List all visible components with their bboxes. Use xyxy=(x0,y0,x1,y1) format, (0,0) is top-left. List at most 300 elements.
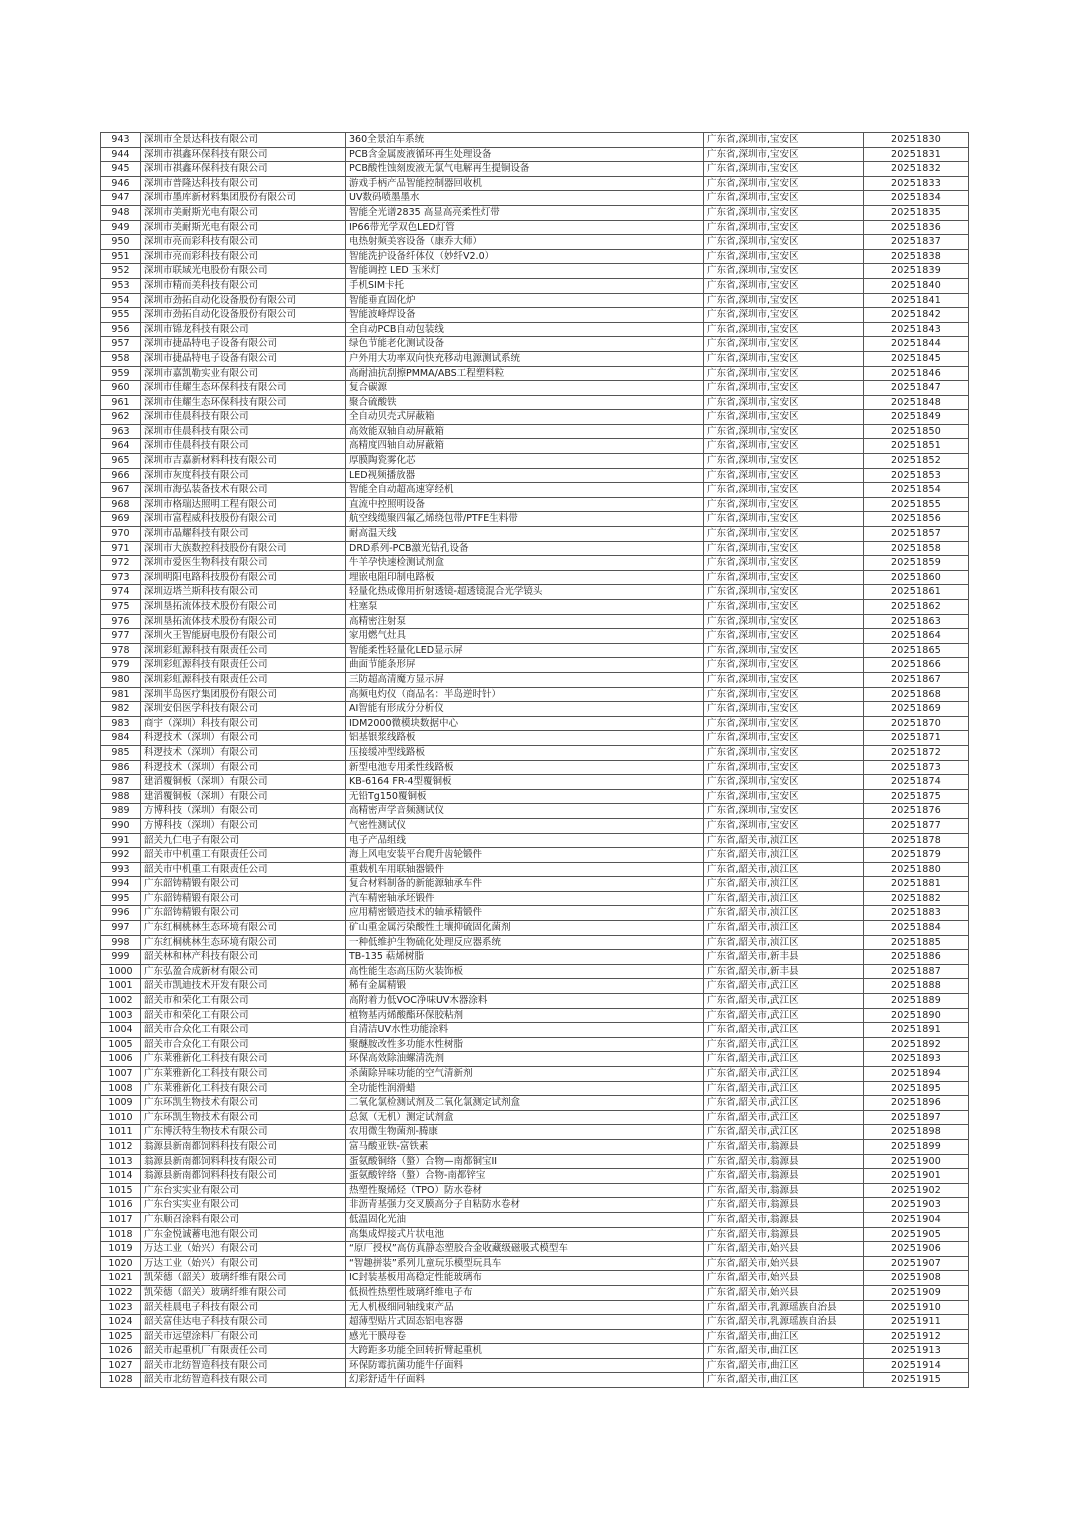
table-row xyxy=(101,818,969,833)
row-number: 1010 xyxy=(101,1110,141,1125)
certificate-code: 20251897 xyxy=(864,1110,969,1125)
table-row xyxy=(101,410,969,425)
table-row xyxy=(101,1008,969,1023)
company-name: 深圳市亮而彩科技有限公司 xyxy=(141,249,346,264)
product-name: 高精度四轴自动屏蔽箱 xyxy=(346,439,704,454)
region: 广东省,深圳市,宝安区 xyxy=(704,147,864,162)
company-name: 商宇（深圳）科技有限公司 xyxy=(141,716,346,731)
company-name: 深圳市墨库新材料集团股份有限公司 xyxy=(141,191,346,206)
row-number: 989 xyxy=(101,804,141,819)
table-row xyxy=(101,1256,969,1271)
product-name: 气密性测试仪 xyxy=(346,818,704,833)
table-row xyxy=(101,585,969,600)
company-name: 方博科技（深圳）有限公司 xyxy=(141,804,346,819)
region: 广东省,韶关市,乳源瑶族自治县 xyxy=(704,1315,864,1330)
region: 广东省,韶关市,武江区 xyxy=(704,1067,864,1082)
certificate-code: 20251843 xyxy=(864,322,969,337)
region: 广东省,深圳市,宝安区 xyxy=(704,643,864,658)
company-name: 万达工业（始兴）有限公司 xyxy=(141,1256,346,1271)
table-row xyxy=(101,439,969,454)
region: 广东省,深圳市,宝安区 xyxy=(704,745,864,760)
certificate-code: 20251873 xyxy=(864,760,969,775)
company-name: 深圳市灰度科技有限公司 xyxy=(141,468,346,483)
company-name: 韶关桂晨电子科技有限公司 xyxy=(141,1300,346,1315)
table-row xyxy=(101,672,969,687)
row-number: 946 xyxy=(101,176,141,191)
row-number: 1007 xyxy=(101,1067,141,1082)
certificate-code: 20251840 xyxy=(864,278,969,293)
company-name: 深圳市格瑞达照明工程有限公司 xyxy=(141,497,346,512)
row-number: 969 xyxy=(101,512,141,527)
certificate-code: 20251872 xyxy=(864,745,969,760)
table-row xyxy=(101,162,969,177)
product-name: 重载机车用联轴器锻件 xyxy=(346,862,704,877)
row-number: 1027 xyxy=(101,1358,141,1373)
table-row xyxy=(101,1373,969,1388)
table-body xyxy=(101,133,969,1388)
company-name: 深圳市佳晨科技有限公司 xyxy=(141,410,346,425)
row-number: 949 xyxy=(101,220,141,235)
region: 广东省,深圳市,宝安区 xyxy=(704,176,864,191)
row-number: 985 xyxy=(101,745,141,760)
certificate-code: 20251905 xyxy=(864,1227,969,1242)
region: 广东省,韶关市,浈江区 xyxy=(704,833,864,848)
row-number: 1024 xyxy=(101,1315,141,1330)
table-row xyxy=(101,1023,969,1038)
certificate-code: 20251859 xyxy=(864,556,969,571)
table-row xyxy=(101,702,969,717)
table-row xyxy=(101,891,969,906)
region: 广东省,深圳市,宝安区 xyxy=(704,337,864,352)
company-name: 深圳市祺鑫环保科技有限公司 xyxy=(141,162,346,177)
row-number: 954 xyxy=(101,293,141,308)
product-name: 户外用大功率双向快充移动电源测试系统 xyxy=(346,351,704,366)
certificate-code: 20251894 xyxy=(864,1067,969,1082)
certificate-code: 20251866 xyxy=(864,658,969,673)
table-row xyxy=(101,497,969,512)
certificate-code: 20251875 xyxy=(864,789,969,804)
table-row xyxy=(101,278,969,293)
certificate-code: 20251892 xyxy=(864,1037,969,1052)
product-name: 压接缓冲型线路板 xyxy=(346,745,704,760)
region: 广东省,深圳市,宝安区 xyxy=(704,702,864,717)
certificate-code: 20251832 xyxy=(864,162,969,177)
product-name: 高附着力低VOC净味UV木器涂料 xyxy=(346,994,704,1009)
company-name: 深圳市佳耀生态环保科技有限公司 xyxy=(141,395,346,410)
table-row xyxy=(101,716,969,731)
company-name: 深圳市捷晶特电子设备有限公司 xyxy=(141,337,346,352)
certificate-code: 20251830 xyxy=(864,133,969,148)
region: 广东省,深圳市,宝安区 xyxy=(704,220,864,235)
company-name: 韶关市中机重工有限责任公司 xyxy=(141,862,346,877)
row-number: 995 xyxy=(101,891,141,906)
row-number: 984 xyxy=(101,731,141,746)
company-name: 方博科技（深圳）有限公司 xyxy=(141,818,346,833)
row-number: 950 xyxy=(101,235,141,250)
product-name: 海上风电安装平台爬升齿轮锻件 xyxy=(346,848,704,863)
product-name: 植物基丙烯酸酯环保胶粘剂 xyxy=(346,1008,704,1023)
company-name: 建滔覆铜板（深圳）有限公司 xyxy=(141,789,346,804)
company-name: 深圳彩虹源科技有限责任公司 xyxy=(141,658,346,673)
product-name: 矿山重金属污染酸性土壤抑硫固化菌剂 xyxy=(346,921,704,936)
product-name: 高精密声学音频测试仪 xyxy=(346,804,704,819)
company-name: 深圳市海弘装备技术有限公司 xyxy=(141,483,346,498)
table-row xyxy=(101,1183,969,1198)
product-name: 一种低维护生物硫化处理反应器系统 xyxy=(346,935,704,950)
region: 广东省,深圳市,宝安区 xyxy=(704,614,864,629)
table-row xyxy=(101,658,969,673)
certificate-code: 20251884 xyxy=(864,921,969,936)
product-name: 聚醚胺改性多功能水性树脂 xyxy=(346,1037,704,1052)
certificate-code: 20251835 xyxy=(864,205,969,220)
row-number: 1014 xyxy=(101,1169,141,1184)
row-number: 991 xyxy=(101,833,141,848)
table-row xyxy=(101,614,969,629)
region: 广东省,韶关市,翁源县 xyxy=(704,1169,864,1184)
company-name: 深圳市佳耀生态环保科技有限公司 xyxy=(141,381,346,396)
row-number: 955 xyxy=(101,308,141,323)
certificate-code: 20251890 xyxy=(864,1008,969,1023)
region: 广东省,韶关市,浈江区 xyxy=(704,935,864,950)
table-row xyxy=(101,147,969,162)
certificate-code: 20251883 xyxy=(864,906,969,921)
row-number: 963 xyxy=(101,424,141,439)
region: 广东省,韶关市,武江区 xyxy=(704,1081,864,1096)
company-name: 广东韶铸精锻有限公司 xyxy=(141,891,346,906)
product-name: 智能柔性轻量化LED显示屏 xyxy=(346,643,704,658)
region: 广东省,韶关市,翁源县 xyxy=(704,1139,864,1154)
product-name: 牛羊孕快速检测试剂盒 xyxy=(346,556,704,571)
row-number: 961 xyxy=(101,395,141,410)
row-number: 1015 xyxy=(101,1183,141,1198)
table-row xyxy=(101,1096,969,1111)
table-row xyxy=(101,293,969,308)
table-row xyxy=(101,1081,969,1096)
product-name: DRD系列-PCB激光钻孔设备 xyxy=(346,541,704,556)
table-row xyxy=(101,1037,969,1052)
table-row xyxy=(101,483,969,498)
product-name: 全功能性润滑蜡 xyxy=(346,1081,704,1096)
company-name: 广东莱雅新化工科技有限公司 xyxy=(141,1067,346,1082)
product-name: 柱塞泵 xyxy=(346,600,704,615)
company-name: 凯荣德（韶关）玻璃纤维有限公司 xyxy=(141,1271,346,1286)
product-name: 电热射频美容设备（康乔大师） xyxy=(346,235,704,250)
region: 广东省,韶关市,曲江区 xyxy=(704,1358,864,1373)
region: 广东省,深圳市,宝安区 xyxy=(704,249,864,264)
row-number: 980 xyxy=(101,672,141,687)
company-name: 深圳市精而美科技有限公司 xyxy=(141,278,346,293)
region: 广东省,深圳市,宝安区 xyxy=(704,483,864,498)
table-row xyxy=(101,424,969,439)
product-name: 智能全自动超高速穿经机 xyxy=(346,483,704,498)
certificate-code: 20251912 xyxy=(864,1329,969,1344)
product-name: 超薄型贴片式固态铝电容器 xyxy=(346,1315,704,1330)
table-row xyxy=(101,381,969,396)
product-name: 高频电灼仪（商品名：半岛逆时针） xyxy=(346,687,704,702)
row-number: 994 xyxy=(101,877,141,892)
row-number: 1011 xyxy=(101,1125,141,1140)
product-name: 智能调控 LED 玉米灯 xyxy=(346,264,704,279)
region: 广东省,深圳市,宝安区 xyxy=(704,775,864,790)
row-number: 1006 xyxy=(101,1052,141,1067)
table-row xyxy=(101,964,969,979)
row-number: 977 xyxy=(101,629,141,644)
certificate-code: 20251831 xyxy=(864,147,969,162)
certificate-code: 20251886 xyxy=(864,950,969,965)
table-row xyxy=(101,1315,969,1330)
row-number: 970 xyxy=(101,527,141,542)
row-number: 958 xyxy=(101,351,141,366)
certificate-code: 20251902 xyxy=(864,1183,969,1198)
region: 广东省,韶关市,浈江区 xyxy=(704,862,864,877)
company-name: 深圳市劲拓自动化设备股份有限公司 xyxy=(141,308,346,323)
certificate-code: 20251904 xyxy=(864,1212,969,1227)
company-name: 广东环凯生物技术有限公司 xyxy=(141,1110,346,1125)
table-row xyxy=(101,235,969,250)
company-name: 万达工业（始兴）有限公司 xyxy=(141,1242,346,1257)
product-name: IDM2000微模块数据中心 xyxy=(346,716,704,731)
company-name: 翁源县新南都饲料科技有限公司 xyxy=(141,1154,346,1169)
region: 广东省,深圳市,宝安区 xyxy=(704,687,864,702)
table-row xyxy=(101,1358,969,1373)
region: 广东省,韶关市,始兴县 xyxy=(704,1271,864,1286)
company-name: 深圳市晶耀科技有限公司 xyxy=(141,527,346,542)
row-number: 1016 xyxy=(101,1198,141,1213)
region: 广东省,韶关市,浈江区 xyxy=(704,891,864,906)
row-number: 962 xyxy=(101,410,141,425)
row-number: 959 xyxy=(101,366,141,381)
row-number: 948 xyxy=(101,205,141,220)
company-name: 广东博沃特生物技术有限公司 xyxy=(141,1125,346,1140)
certificate-code: 20251833 xyxy=(864,176,969,191)
table-row xyxy=(101,1169,969,1184)
table-row xyxy=(101,877,969,892)
row-number: 979 xyxy=(101,658,141,673)
region: 广东省,韶关市,武江区 xyxy=(704,1023,864,1038)
row-number: 992 xyxy=(101,848,141,863)
region: 广东省,韶关市,翁源县 xyxy=(704,1183,864,1198)
certificate-code: 20251851 xyxy=(864,439,969,454)
company-name: 深圳火王智能厨电股份有限公司 xyxy=(141,629,346,644)
table-row xyxy=(101,862,969,877)
certificate-code: 20251899 xyxy=(864,1139,969,1154)
row-number: 972 xyxy=(101,556,141,571)
product-name: 手机SIM卡托 xyxy=(346,278,704,293)
region: 广东省,深圳市,宝安区 xyxy=(704,308,864,323)
row-number: 996 xyxy=(101,906,141,921)
company-name: 深圳市锦龙科技有限公司 xyxy=(141,322,346,337)
row-number: 1028 xyxy=(101,1373,141,1388)
row-number: 952 xyxy=(101,264,141,279)
region: 广东省,韶关市,武江区 xyxy=(704,1096,864,1111)
table-row xyxy=(101,454,969,469)
row-number: 945 xyxy=(101,162,141,177)
table-row xyxy=(101,1154,969,1169)
table-row xyxy=(101,264,969,279)
company-name: 深圳彩虹源科技有限责任公司 xyxy=(141,643,346,658)
product-name: 环保防霉抗菌功能牛仔面料 xyxy=(346,1358,704,1373)
company-name: 韶关市北纺智造科技有限公司 xyxy=(141,1358,346,1373)
row-number: 1020 xyxy=(101,1256,141,1271)
certificate-code: 20251891 xyxy=(864,1023,969,1038)
certificate-code: 20251834 xyxy=(864,191,969,206)
product-name: LED视频播放器 xyxy=(346,468,704,483)
company-name: 韶关市合众化工有限公司 xyxy=(141,1037,346,1052)
product-name: 厚膜陶瓷雾化芯 xyxy=(346,454,704,469)
row-number: 947 xyxy=(101,191,141,206)
certificate-code: 20251854 xyxy=(864,483,969,498)
region: 广东省,深圳市,宝安区 xyxy=(704,366,864,381)
company-name: 深圳市嘉凯勒实业有限公司 xyxy=(141,366,346,381)
product-name: PCB酸性蚀刻废液无氯气电解再生提铜设备 xyxy=(346,162,704,177)
company-name: 韶关市和荣化工有限公司 xyxy=(141,1008,346,1023)
region: 广东省,韶关市,始兴县 xyxy=(704,1256,864,1271)
certificate-code: 20251907 xyxy=(864,1256,969,1271)
row-number: 1009 xyxy=(101,1096,141,1111)
company-name: 广东金悦诚蓄电池有限公司 xyxy=(141,1227,346,1242)
product-name: 蛋氨酸铜络（螯）合物—南都铜宝II xyxy=(346,1154,704,1169)
product-name: 高集成焊接式片状电池 xyxy=(346,1227,704,1242)
certificate-code: 20251838 xyxy=(864,249,969,264)
company-name: 广东红桐桃林生态环境有限公司 xyxy=(141,921,346,936)
product-name: 富马酸亚铁-富铁素 xyxy=(346,1139,704,1154)
row-number: 968 xyxy=(101,497,141,512)
row-number: 967 xyxy=(101,483,141,498)
certificate-code: 20251898 xyxy=(864,1125,969,1140)
region: 广东省,深圳市,宝安区 xyxy=(704,410,864,425)
product-name: 高精密注射泵 xyxy=(346,614,704,629)
row-number: 1013 xyxy=(101,1154,141,1169)
company-name: 深圳垦拓流体技术股份有限公司 xyxy=(141,614,346,629)
table-row xyxy=(101,950,969,965)
row-number: 986 xyxy=(101,760,141,775)
table-row xyxy=(101,789,969,804)
company-name: 深圳市联域光电股份有限公司 xyxy=(141,264,346,279)
row-number: 953 xyxy=(101,278,141,293)
table-row xyxy=(101,1271,969,1286)
table-row xyxy=(101,994,969,1009)
region: 广东省,深圳市,宝安区 xyxy=(704,570,864,585)
row-number: 965 xyxy=(101,454,141,469)
region: 广东省,深圳市,宝安区 xyxy=(704,205,864,220)
company-name: 韶关市凯迪技术开发有限公司 xyxy=(141,979,346,994)
product-name: 航空线缆聚四氟乙烯绕包带/PTFE生料带 xyxy=(346,512,704,527)
certificate-code: 20251871 xyxy=(864,731,969,746)
region: 广东省,深圳市,宝安区 xyxy=(704,629,864,644)
company-name: 深圳市捷晶特电子设备有限公司 xyxy=(141,351,346,366)
product-name: 感光干膜母卷 xyxy=(346,1329,704,1344)
region: 广东省,深圳市,宝安区 xyxy=(704,760,864,775)
region: 广东省,深圳市,宝安区 xyxy=(704,818,864,833)
region: 广东省,深圳市,宝安区 xyxy=(704,235,864,250)
product-name: 自清洁UV水性功能涂料 xyxy=(346,1023,704,1038)
table-row xyxy=(101,921,969,936)
product-list-table xyxy=(100,132,969,1388)
table-row xyxy=(101,249,969,264)
product-name: “智趣拼装”系列儿童玩乐模型玩具车 xyxy=(346,1256,704,1271)
certificate-code: 20251876 xyxy=(864,804,969,819)
region: 广东省,韶关市,翁源县 xyxy=(704,1154,864,1169)
product-name: 高效能双轴自动屏蔽箱 xyxy=(346,424,704,439)
table-row xyxy=(101,205,969,220)
row-number: 1026 xyxy=(101,1344,141,1359)
row-number: 983 xyxy=(101,716,141,731)
company-name: 韶关林和林产科技有限公司 xyxy=(141,950,346,965)
row-number: 1017 xyxy=(101,1212,141,1227)
table-row xyxy=(101,848,969,863)
table-row xyxy=(101,687,969,702)
company-name: 深圳彩虹源科技有限责任公司 xyxy=(141,672,346,687)
row-number: 1000 xyxy=(101,964,141,979)
row-number: 975 xyxy=(101,600,141,615)
row-number: 1005 xyxy=(101,1037,141,1052)
region: 广东省,深圳市,宝安区 xyxy=(704,600,864,615)
product-name: 汽车精密轴承坯锻件 xyxy=(346,891,704,906)
region: 广东省,深圳市,宝安区 xyxy=(704,395,864,410)
company-name: 深圳市大族数控科技股份有限公司 xyxy=(141,541,346,556)
product-name: 铝基银浆线路板 xyxy=(346,731,704,746)
certificate-code: 20251882 xyxy=(864,891,969,906)
region: 广东省,韶关市,曲江区 xyxy=(704,1329,864,1344)
certificate-code: 20251847 xyxy=(864,381,969,396)
company-name: 深圳市美耐斯光电有限公司 xyxy=(141,220,346,235)
certificate-code: 20251870 xyxy=(864,716,969,731)
region: 广东省,韶关市,武江区 xyxy=(704,1008,864,1023)
certificate-code: 20251903 xyxy=(864,1198,969,1213)
row-number: 1002 xyxy=(101,994,141,1009)
region: 广东省,韶关市,曲江区 xyxy=(704,1373,864,1388)
row-number: 1021 xyxy=(101,1271,141,1286)
certificate-code: 20251845 xyxy=(864,351,969,366)
company-name: 广东环凯生物技术有限公司 xyxy=(141,1096,346,1111)
table-row xyxy=(101,833,969,848)
company-name: 科逻技术（深圳）有限公司 xyxy=(141,731,346,746)
row-number: 957 xyxy=(101,337,141,352)
region: 广东省,韶关市,始兴县 xyxy=(704,1285,864,1300)
row-number: 998 xyxy=(101,935,141,950)
product-name: 热塑性聚烯烃（TPO）防水卷材 xyxy=(346,1183,704,1198)
table-row xyxy=(101,308,969,323)
region: 广东省,深圳市,宝安区 xyxy=(704,512,864,527)
certificate-code: 20251906 xyxy=(864,1242,969,1257)
product-name: 电子产品组线 xyxy=(346,833,704,848)
region: 广东省,深圳市,宝安区 xyxy=(704,672,864,687)
product-name: 稀有金属精锻 xyxy=(346,979,704,994)
table-row xyxy=(101,220,969,235)
region: 广东省,深圳市,宝安区 xyxy=(704,278,864,293)
certificate-code: 20251885 xyxy=(864,935,969,950)
company-name: 韶关市和荣化工有限公司 xyxy=(141,994,346,1009)
region: 广东省,深圳市,宝安区 xyxy=(704,191,864,206)
region: 广东省,韶关市,新丰县 xyxy=(704,964,864,979)
region: 广东省,深圳市,宝安区 xyxy=(704,454,864,469)
region: 广东省,韶关市,翁源县 xyxy=(704,1198,864,1213)
company-name: 广东韶铸精锻有限公司 xyxy=(141,877,346,892)
row-number: 964 xyxy=(101,439,141,454)
company-name: 广东莱雅新化工科技有限公司 xyxy=(141,1052,346,1067)
table-row xyxy=(101,322,969,337)
table-row xyxy=(101,468,969,483)
product-name: 耐高温天线 xyxy=(346,527,704,542)
row-number: 1018 xyxy=(101,1227,141,1242)
company-name: 广东韶铸精锻有限公司 xyxy=(141,906,346,921)
region: 广东省,深圳市,宝安区 xyxy=(704,789,864,804)
certificate-code: 20251861 xyxy=(864,585,969,600)
product-name: 高耐油抗刮擦PMMA/ABS工程塑料粒 xyxy=(346,366,704,381)
table-row xyxy=(101,775,969,790)
certificate-code: 20251913 xyxy=(864,1344,969,1359)
certificate-code: 20251900 xyxy=(864,1154,969,1169)
